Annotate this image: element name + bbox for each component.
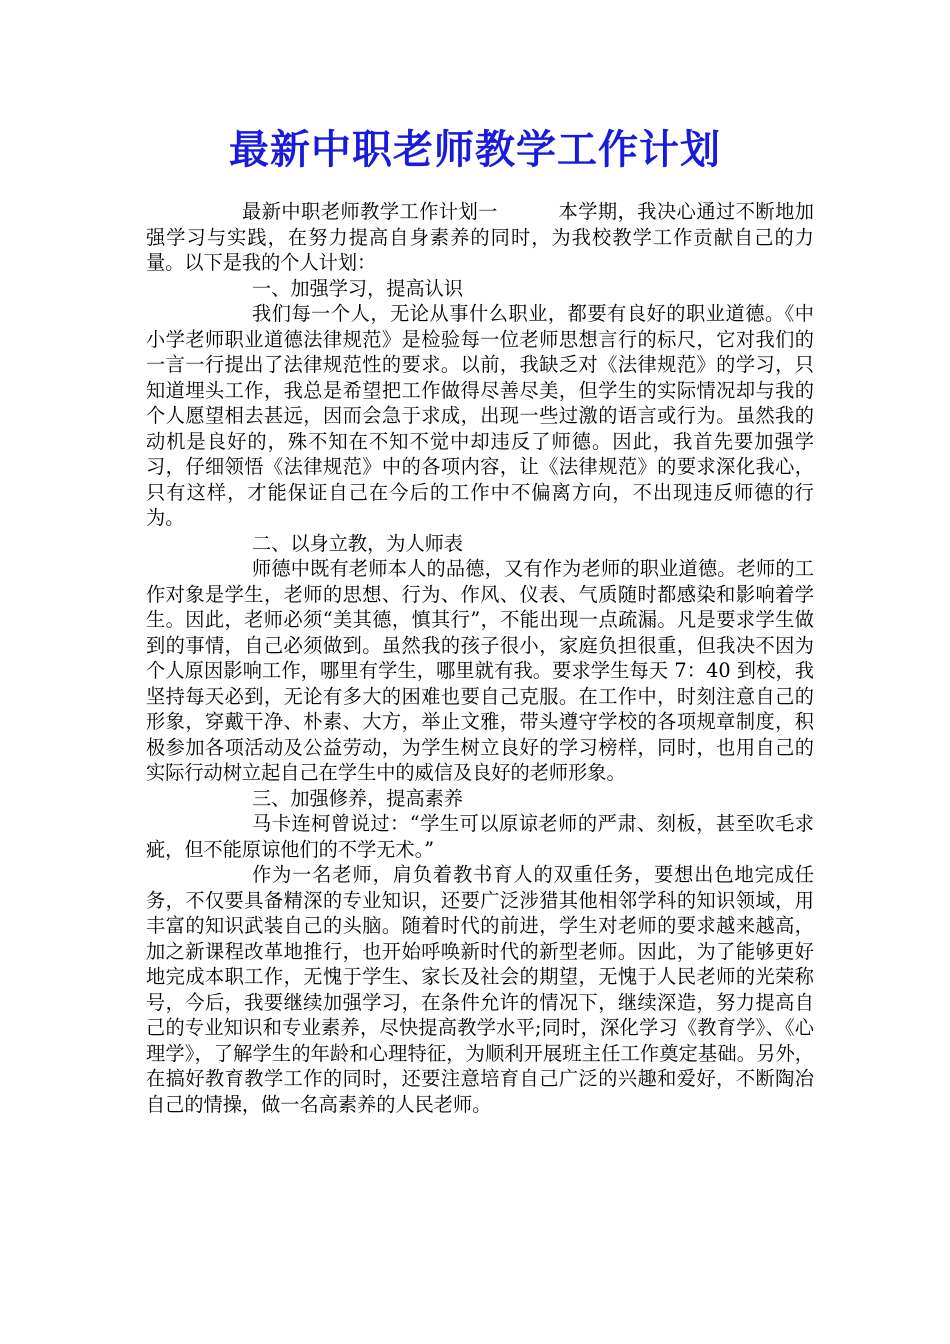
section-heading-2: 二、以身立教，为人师表 bbox=[252, 531, 464, 555]
section-heading-3: 三、加强修养，提高素养 bbox=[252, 786, 464, 810]
section-2-paragraph-1: 师德中既有老师本人的品德，又有作为老师的职业道德。老师的工作对象是学生，老师的思想、行为、作风、仪表、气质随时都感染和影响着学生。因此，老师必须“美其德，慎其行”，不能出现一点疏漏。凡是要求学生做到的事情，自己必须做到。虽然我的孩子很小，家庭负担很重，但我决不因为个人原因影响工作，哪里有学生，哪里就有我。要求学生每天 7：40 到校，我坚持每天必到，无论有多大的困难也要自己克服。在工作中，时刻注意自己的形象，穿戴干净、朴素、大方，举止文雅，带头遵守学校的各项规章制度，积极参加各项活动及公益劳动，为学生树立良好的学习榜样，同时，也用自己的实际行动树立起自己在学生中的威信及良好的老师形象。 bbox=[146, 557, 814, 784]
document-body bbox=[146, 199, 814, 1117]
intro-text: 本学期，我决心通过不断地加强学习与实践，在努力提高自身素养的同时，为我校教学工作贡献自己的力量。以下是我的个人计划： bbox=[146, 200, 814, 274]
section-3-paragraph-1: 马卡连柯曾说过：“学生可以原谅老师的严肃、刻板，甚至吹毛求疵，但不能原谅他们的不学无术。” bbox=[146, 812, 814, 861]
section-1-paragraph-1: 我们每一个人，无论从事什么职业，都要有良好的职业道德。《中小学老师职业道德法律规范》是检验每一位老师思想言行的标尺，它对我们的一言一行提出了法律规范性的要求。以前，我缺乏对《法律规范》的学习，只知道埋头工作，我总是希望把工作做得尽善尽美，但学生的实际情况却与我的个人愿望相去甚远，因而会急于求成，出现一些过激的语言或行为。虽然我的动机是良好的，殊不知在不知不觉中却违反了师德。因此，我首先要加强学习，仔细领悟《法律规范》中的各项内容，让《法律规范》的要求深化我心，只有这样，才能保证自己在今后的工作中不偏离方向，不出现违反师德的行为。 bbox=[146, 302, 814, 529]
section-heading-1: 一、加强学习，提高认识 bbox=[252, 276, 464, 300]
intro-paragraph bbox=[146, 199, 814, 276]
document-title: 最新中职老师教学工作计划 bbox=[229, 127, 721, 173]
intro-label: 最新中职老师教学工作计划一 bbox=[242, 200, 498, 223]
section-3-paragraph-2: 作为一名老师，肩负着教书育人的双重任务，要想出色地完成任务，不仅要具备精深的专业知识，还要广泛涉猎其他相邻学科的知识领域，用丰富的知识武装自己的头脑。随着时代的前进，学生对老师的要求越来越高，加之新课程改革地推行，也开始呼唤新时代的新型老师。因此，为了能够更好地完成本职工作，无愧于学生、家长及社会的期望，无愧于人民老师的光荣称号，今后，我要继续加强学习，在条件允许的情况下，继续深造，努力提高自己的专业知识和专业素养，尽快提高教学水平;同时，深化学习《教育学》、《心理学》，了解学生的年龄和心理特征，为顺利开展班主任工作奠定基础。另外，在搞好教育教学工作的同时，还要注意培育自己广泛的兴趣和爱好，不断陶冶自己的情操，做一名高素养的人民老师。 bbox=[146, 863, 814, 1116]
